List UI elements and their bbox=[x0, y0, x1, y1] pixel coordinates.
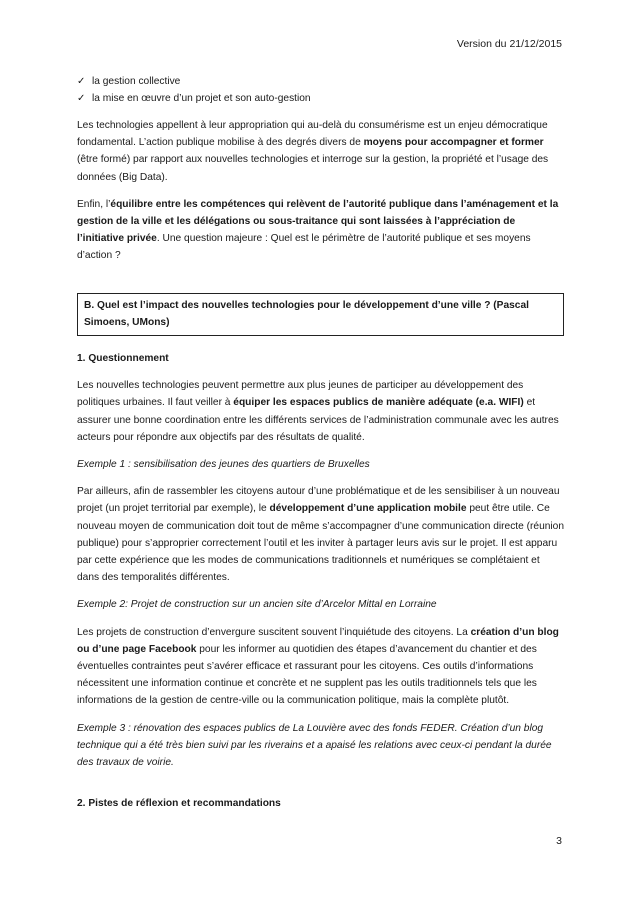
subsection-title-pistes: 2. Pistes de réflexion et recommandations bbox=[77, 798, 281, 810]
subsection-title-questionnement: 1. Questionnement bbox=[77, 353, 169, 365]
page-number: 3 bbox=[556, 835, 562, 847]
text-run: et assurer une bonne coordination entre les différents services de l’administration communale avec les autres acteurs pour répondre aux objectifs par des résultats de qualité. bbox=[77, 397, 559, 443]
paragraph-technologies bbox=[77, 117, 564, 186]
text-run: (être formé) par rapport aux nouvelles technologies et interroge sur la gestion, la propriété et l’usage des données (Big Data). bbox=[77, 154, 549, 183]
text-run: Enfin, l’ bbox=[77, 198, 111, 210]
bold-run: développement d’une application mobile bbox=[269, 503, 467, 515]
text-run: peut être utile. Ce nouveau moyen de communication doit tout de même s’accompagner d’une communication directe (réunion publique) pour s’approprier correctement l’outil et les inviter à partager leurs avis sur le projet. Il est apparu par cette expérience que les modes de communications traditionnels et numériques se complétaient et dans des temporalités différentes. bbox=[77, 503, 565, 584]
text-run: . Une question majeure : Quel est le périmètre de l’autorité publique et ses moyens d’action ? bbox=[77, 233, 531, 262]
bold-run: création d’un blog ou d’une page Facebook bbox=[77, 626, 559, 655]
section-b-title: B. Quel est l’impact des nouvelles technologies pour le développement d’une ville ? (Pascal Simoens, UMons) bbox=[77, 293, 564, 336]
paragraph-application-mobile bbox=[77, 483, 564, 586]
example-3: Exemple 3 : rénovation des espaces publics de La Louvière avec des fonds FEDER. Création d’un blog technique qui a été très bien suivi par les riverains et a apaisé les relations avec ceux-ci pendant la durée des travaux de voirie. bbox=[77, 722, 552, 769]
paragraph-projets-construction bbox=[77, 624, 564, 710]
text-run: Les nouvelles technologies peuvent permettre aux plus jeunes de participer au développement des politiques urbaines. Il faut veiller à bbox=[77, 380, 524, 409]
paragraph-equilibre bbox=[77, 196, 564, 265]
version-date: Version du 21/12/2015 bbox=[456, 38, 562, 50]
bold-run: moyens pour accompagner et former bbox=[363, 137, 544, 149]
example-2: Exemple 2: Projet de construction sur un ancien site d’Arcelor Mittal en Lorraine bbox=[77, 599, 437, 611]
text-run: Les technologies appellent à leur appropriation qui au-delà du consumérisme est un enjeu démocratique fondamental. L’action publique mobilise à des degrés divers de bbox=[77, 120, 548, 149]
text-run: pour les informer au quotidien des étapes d’avancement du chantier et des éventuelles contraintes peut s’avérer efficace et rassurant pour les citoyens. Ces outils d’informations nécessitent une information continue et concrète et ne supplent pas les outils traditionnels tels que les informations de la gestion de centre-ville ou la communication politique, mais la complète plutôt. bbox=[77, 643, 537, 707]
page-content bbox=[77, 73, 564, 813]
checklist-item-text: la gestion collective bbox=[92, 75, 181, 87]
checkmark-icon: ✓ bbox=[77, 75, 86, 87]
checklist-item bbox=[77, 73, 564, 90]
checkmark-icon: ✓ bbox=[77, 92, 86, 104]
example-1: Exemple 1 : sensibilisation des jeunes des quartiers de Bruxelles bbox=[77, 459, 370, 471]
text-run: Les projets de construction d’envergure suscitent souvent l’inquiétude des citoyens. La bbox=[77, 626, 471, 638]
paragraph-nouvelles-technologies bbox=[77, 377, 564, 446]
bold-run: équiper les espaces publics de manière adéquate (e.a. WIFI) bbox=[233, 397, 524, 409]
text-run: Par ailleurs, afin de rassembler les citoyens autour d’une problématique et de les sensibiliser à un nouveau projet (un projet territorial par exemple), le bbox=[77, 486, 560, 515]
checklist-item-text: la mise en œuvre d’un projet et son auto-gestion bbox=[92, 92, 311, 104]
checklist-item bbox=[77, 90, 564, 107]
bold-run: équilibre entre les compétences qui relèvent de l’autorité publique dans l’aménagement et la gestion de la ville et les délégations ou sous-traitance qui sont laissées à l’appréciation de l’initiative privée bbox=[77, 198, 559, 245]
